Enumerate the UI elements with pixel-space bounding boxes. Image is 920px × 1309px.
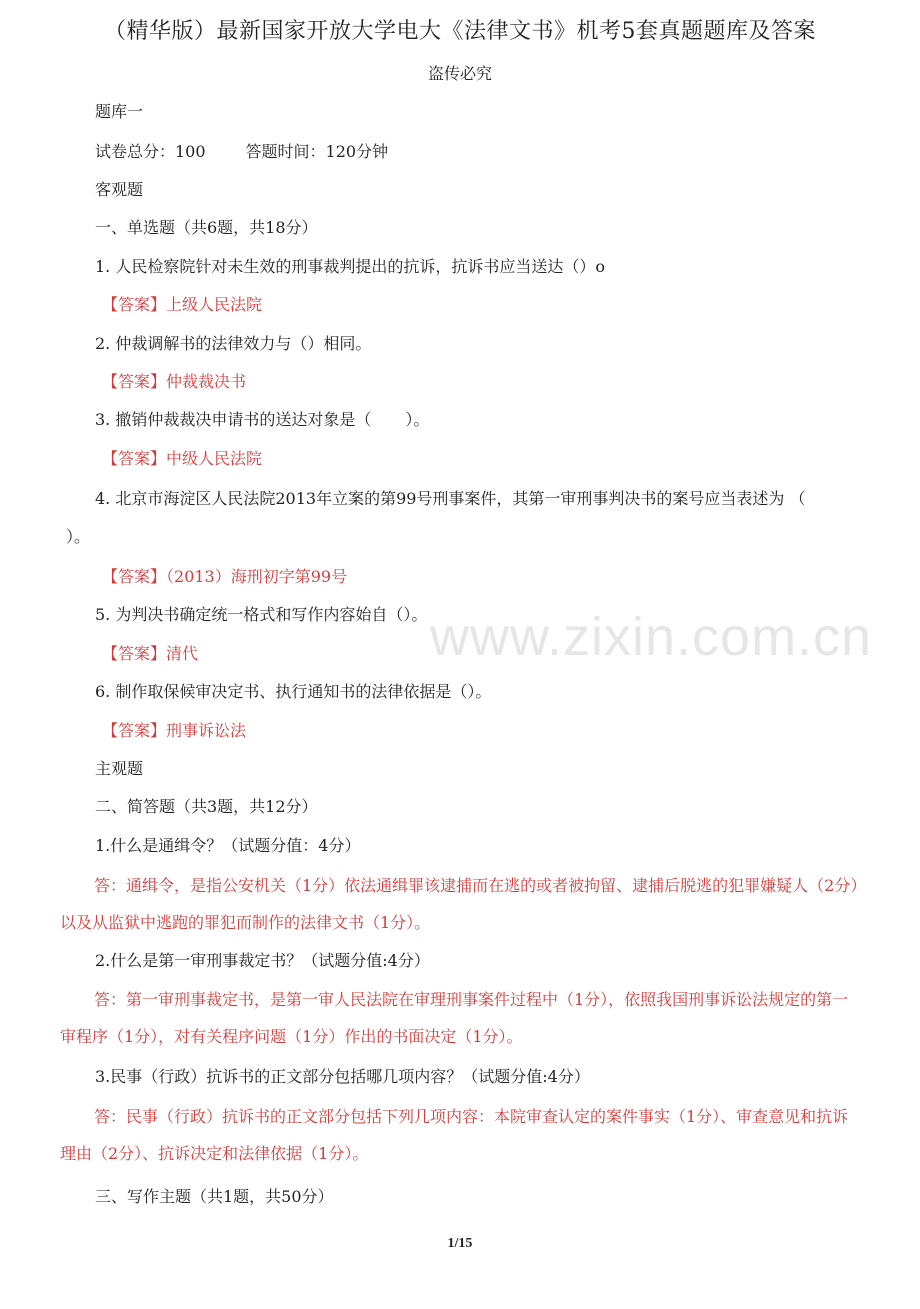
- answer-text: 刑事诉讼法: [166, 721, 247, 740]
- answer-1: [102, 295, 262, 315]
- short-question-1: 1.什么是通缉令？（试题分值：4分）: [95, 836, 361, 855]
- watermark: www.zixin.com.cn: [430, 607, 873, 667]
- short-question-2: 2.什么是第一审刑事裁定书？（试题分值:4分）: [95, 951, 430, 970]
- question-3: [95, 410, 429, 430]
- answer-6: [102, 721, 246, 741]
- short-question-3: 3.民事（行政）抗诉书的正文部分包括哪几项内容？（试题分值:4分）: [95, 1067, 590, 1086]
- section-2-heading: 二、简答题（共3题，共12分）: [95, 797, 318, 816]
- short-answer-2: 答：第一审刑事裁定书，是第一审人民法院在审理刑事案件过程中（1分），依照我国刑事诉讼法规定的第一审程序（1分），对有关程序问题（1分）作出的书面决定（1分）。: [60, 990, 849, 1046]
- answer-tag: 【答案】: [102, 721, 167, 740]
- answer-2: [102, 372, 246, 392]
- answer-tag: 【答案】: [102, 372, 167, 391]
- question-3-text-b: ）。: [405, 410, 430, 429]
- answer-5: [102, 644, 198, 664]
- page-number: 1/15: [447, 1236, 473, 1251]
- answer-tag: 【答案】: [102, 644, 167, 663]
- question-4-line-2: ）。: [66, 527, 91, 546]
- question-1: 1. 人民检察院针对未生效的刑事裁判提出的抗诉，抗诉书应当送达（）o: [95, 257, 605, 276]
- section-1-heading: 一、单选题（共6题，共18分）: [95, 218, 318, 237]
- document-subtitle: 盗传必究: [427, 64, 492, 83]
- duration: 答题时间：120分钟: [245, 142, 389, 161]
- answer-tag: 【答案】: [102, 295, 167, 314]
- answer-3: [102, 449, 262, 469]
- answer-text: 清代: [166, 644, 199, 663]
- objective-label: 客观题: [95, 180, 144, 199]
- question-3-text-a: 3. 撤销仲裁裁决申请书的送达对象是（: [95, 410, 372, 429]
- section-3-heading: 三、写作主题（共1题，共50分）: [95, 1187, 334, 1206]
- answer-4: [102, 567, 347, 587]
- answer-tag: 【答案】: [102, 449, 167, 468]
- question-6: 6. 制作取保候审决定书、执行通知书的法律依据是（）。: [95, 682, 492, 701]
- short-answer-3: 答：民事（行政）抗诉书的正文部分包括下列几项内容：本院审查认定的案件事实（1分）、审查意见和抗诉理由（2分）、抗诉决定和法律依据（1分）。: [60, 1107, 849, 1163]
- question-4-line-1: 4. 北京市海淀区人民法院2013年立案的第99号刑事案件，其第一审刑事判决书的案号应当表述为 （: [95, 489, 806, 508]
- answer-text: 上级人民法院: [166, 295, 263, 314]
- total-score: 试卷总分：100: [95, 142, 206, 161]
- question-2: 2. 仲裁调解书的法律效力与（）相同。: [95, 334, 372, 353]
- short-answer-1: 答：通缉令，是指公安机关（1分）依法通缉罪该逮捕而在逃的或者被拘留、逮捕后脱逃的犯罪嫌疑人（2分）以及从监狱中逃跑的罪犯而制作的法律文书（1分）。: [60, 876, 859, 932]
- subjective-label: 主观题: [95, 759, 144, 778]
- answer-text: （2013）海刑初字第99号: [166, 567, 348, 586]
- bank-label: 题库一: [95, 102, 144, 121]
- document-title: （精华版）最新国家开放大学电大《法律文书》机考5套真题题库及答案: [104, 19, 816, 44]
- answer-text: 中级人民法院: [166, 449, 263, 468]
- answer-tag: 【答案】: [102, 567, 167, 586]
- answer-text: 仲裁裁决书: [166, 372, 247, 391]
- exam-info: [95, 142, 388, 162]
- question-5: 5. 为判决书确定统一格式和写作内容始自（）。: [95, 605, 428, 624]
